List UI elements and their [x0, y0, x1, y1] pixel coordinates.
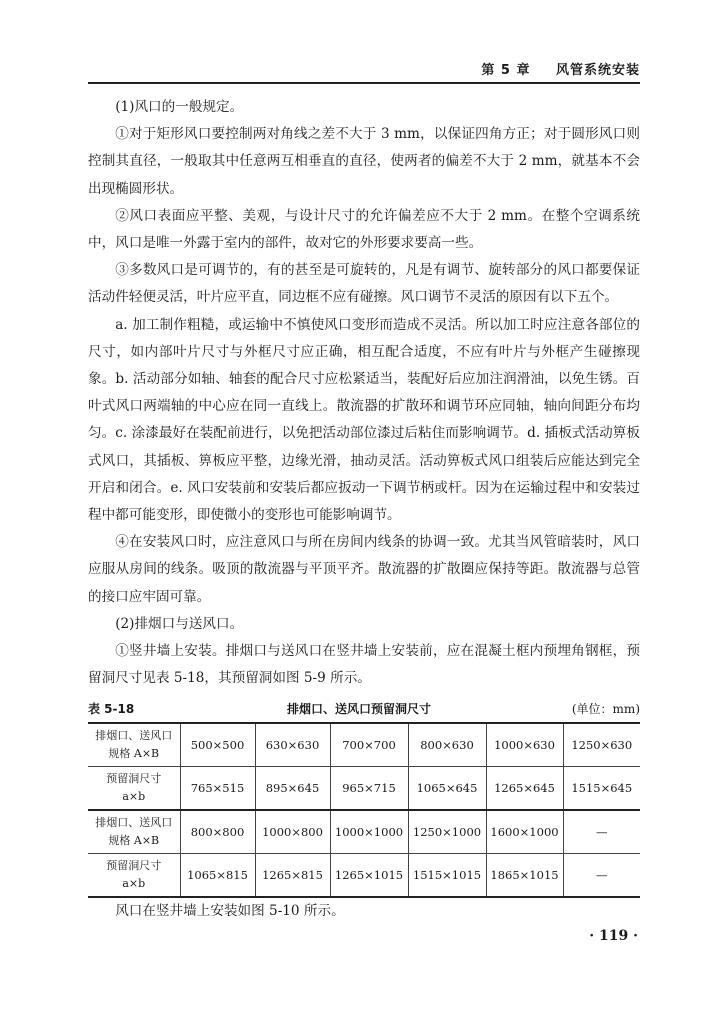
table-cell: 1515×1015	[408, 854, 486, 898]
table-cell: 1000×800	[255, 810, 330, 854]
table-cell: 1250×630	[563, 723, 640, 767]
table-title: 排烟口、送风口预留洞尺寸	[286, 701, 431, 716]
table-row	[88, 723, 640, 767]
paragraph-rule-4: ④在安装风口时，应注意风口与所在房间内线条的协调一致。尤其当风管暗装时，风口应服从房间的线条。吸顶的散流器与平顶平齐。散流器的扩散圈应保持等距。散流器与总管的接口应牢固可靠。	[88, 534, 640, 605]
table-cell: 1265×815	[255, 854, 330, 898]
table-cell: 630×630	[255, 723, 330, 767]
row-header: 排烟口、送风口 规格 A×B	[88, 810, 180, 854]
chapter-title: 风管系统安装	[555, 63, 640, 78]
paragraph-rule-1: ①对于矩形风口要控制两对角线之差不大于 3 mm，以保证四角方正；对于圆形风口则控制其直径，一般取其中任意两互相垂直的直径，使两者的偏差不大于 2 mm，就基本不会出现椭圆形状。	[88, 126, 640, 197]
paragraph-shaft-wall: ①竖井墙上安装。排烟口与送风口在竖井墙上安装前，应在混凝土框内预埋角钢框，预留洞尺寸见表 5-18，其预留洞如图 5-9 所示。	[88, 643, 640, 687]
chapter-number: 第 5 章	[481, 63, 531, 78]
table-cell: 800×630	[408, 723, 486, 767]
paragraph-rule-2: ②风口表面应平整、美观，与设计尺寸的允许偏差应不大于 2 mm。在整个空调系统中，风口是唯一外露于室内的部件，故对它的外形要求要高一些。	[88, 207, 640, 252]
table-cell: 1250×1000	[408, 810, 486, 854]
table-row	[88, 854, 640, 898]
header-separator	[540, 63, 546, 78]
table-cell: —	[563, 810, 640, 854]
table-cell: 500×500	[180, 723, 255, 767]
table-row	[88, 767, 640, 811]
page-number: · 119 ·	[589, 928, 638, 944]
section-heading-1: (1)风口的一般规定。	[115, 99, 244, 115]
row-header: 预留洞尺寸 a×b	[88, 767, 180, 811]
table-cell: 1065×645	[408, 767, 486, 811]
running-header	[88, 56, 640, 84]
table-cell: 1865×1015	[486, 854, 563, 898]
row-header: 排烟口、送风口 规格 A×B	[88, 723, 180, 767]
table-number: 表 5-18	[88, 701, 135, 716]
paragraph-causes: a. 加工制作粗糙，或运输中不慎使风口变形而造成不灵活。所以加工时应注意各部位的尺寸，如内部叶片尺寸与外框尺寸应正确，相互配合适度，不应有叶片与外框产生碰擦现象。b. 活动部分如轴、轴套的配合尺寸应松紧适当，装配好后应加注润滑油，以免生锈。百叶式风口两端轴的中心应在同一直线上。散流器的扩散环和调节环应同轴，轴向间距分布均匀。c. 涂漆最好在装配前进行，以免把活动部位漆过后粘住而影响调节。d. 插板式活动箅板式风口，其插板、箅板应平整，边缘光滑，抽动灵活。活动箅板式风口组装后应能达到完全开启和闭合。e. 风口安装前和安装后都应扳动一下调节柄或杆。因为在运输过程中和安装过程中都可能变形，即使微小的变形也可能影响调节。	[88, 316, 640, 524]
table-unit: (单位：mm)	[571, 701, 640, 716]
table-caption	[88, 696, 640, 722]
table-cell: 1065×815	[180, 854, 255, 898]
table-cell: 700×700	[330, 723, 408, 767]
table-cell: 1515×645	[563, 767, 640, 811]
table-cell: —	[596, 868, 608, 883]
table-cell: 1000×630	[486, 723, 563, 767]
table-cell: 765×515	[180, 767, 255, 811]
table-cell: 1265×1015	[330, 854, 408, 898]
table-cell: 1265×645	[486, 767, 563, 811]
row-header: 预留洞尺寸 a×b	[88, 854, 180, 898]
table-cell: 1000×1000	[330, 810, 408, 854]
page-body	[88, 94, 640, 926]
section-heading-2: (2)排烟口与送风口。	[115, 615, 244, 632]
paragraph-figure-ref: 风口在竖井墙上安装如图 5-10 所示。	[115, 903, 345, 920]
table-cell: 965×715	[330, 767, 408, 811]
table-cell: 800×800	[180, 810, 255, 854]
paragraph-rule-3: ③多数风口是可调节的，有的甚至是可旋转的，凡是有调节、旋转部分的风口都要保证活动件轻便灵活，叶片应平直，同边框不应有碰擦。风口调节不灵活的原因有以下五个。	[88, 262, 640, 306]
opening-size-table	[88, 722, 640, 898]
table-cell: 1600×1000	[486, 810, 563, 854]
table-row	[88, 810, 640, 854]
table-cell: 895×645	[255, 767, 330, 811]
